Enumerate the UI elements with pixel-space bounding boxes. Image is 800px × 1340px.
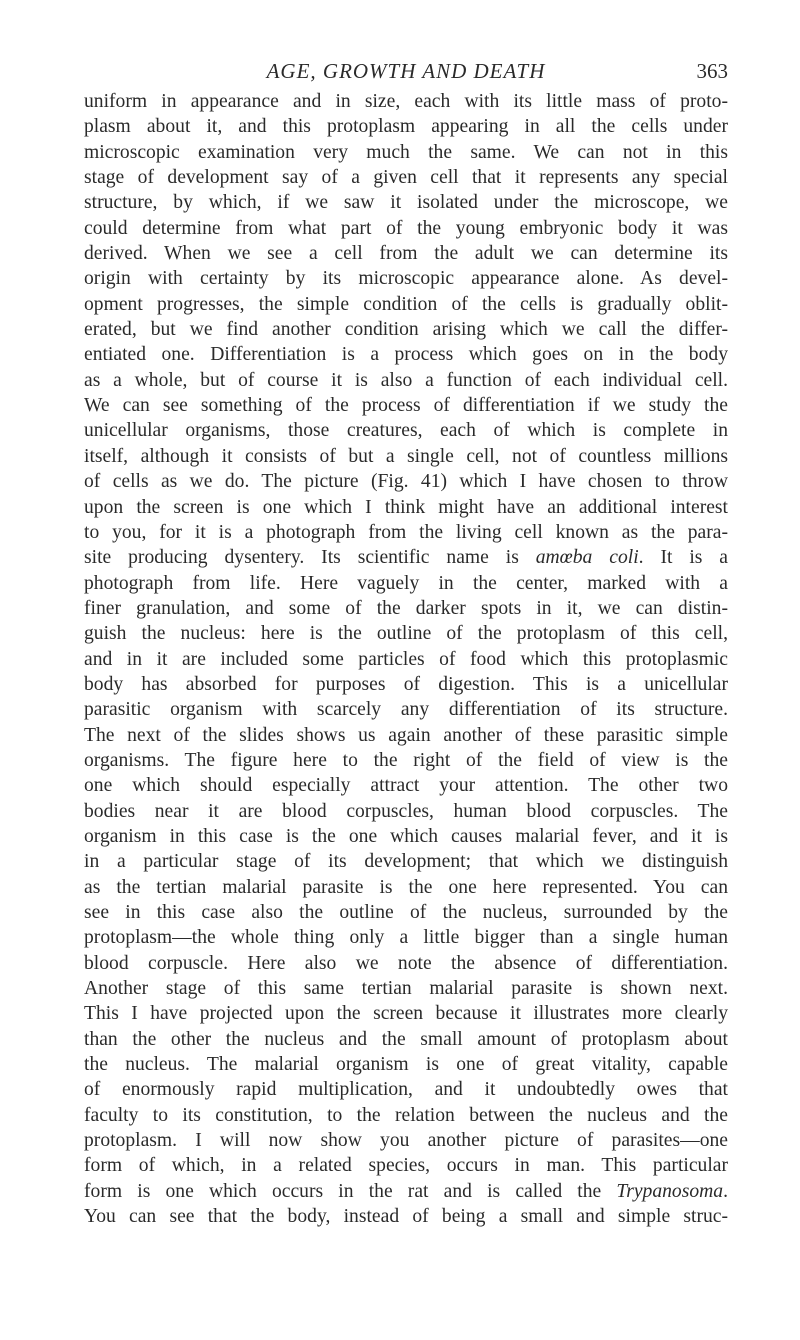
text-line: parasitic organism with scarcely any differentiation of its structure. [84,699,728,721]
text-line: photograph from life. Here vaguely in the center, marked with a [84,572,728,594]
text-line: body has absorbed for purposes of digestion. This is a unicellular [84,673,728,695]
text-line: faculty to its constitution, to the relation between the nucleus and the [84,1104,728,1126]
text-line: blood corpuscle. Here also we note the absence of differentiation. [84,952,728,974]
text-line: of enormously rapid multiplication, and it undoubtedly owes that [84,1079,728,1101]
text-line: the nucleus. The malarial organism is one of great vitality, capable [84,1054,728,1076]
text-line: site producing dysentery. Its scientific name is amœba coli. It is a [84,547,728,569]
text-line: The next of the slides shows us again another of these parasitic simple [84,724,728,746]
text-line: see in this case also the outline of the nucleus, surrounded by the [84,902,728,923]
text-line: guish the nucleus: here is the outline of the protoplasm of this cell, [84,623,728,645]
text-line: derived. When we see a cell from the adult we can determine its [84,243,728,265]
body-paragraph [84,89,728,1229]
text-line: protoplasm—the whole thing only a little bigger than a single human [84,927,728,949]
text-line: microscopic examination very much the same. We can not in this [84,141,728,163]
text-line: itself, although it consists of but a single cell, not of countless millions [84,445,728,467]
text-line: unicellular organisms, those creatures, each of which is complete in [84,420,728,442]
text-line: to you, for it is a photograph from the living cell known as the para- [84,521,728,543]
text-line: as a whole, but of course it is also a function of each individual cell. [84,369,728,391]
text-line: organism in this case is the one which causes malarial fever, and it is [84,825,728,847]
text-line: in a particular stage of its development; that which we distinguish [84,851,728,873]
text-line: bodies near it are blood corpuscles, human blood corpuscles. The [84,800,728,822]
text-line: erated, but we find another condition arising which we call the differ- [84,319,728,341]
text-line: uniform in appearance and in size, each with its little mass of proto- [84,91,728,112]
text-line: This I have projected upon the screen because it illustrates more clearly [84,1003,728,1025]
text-line: protoplasm. I will now show you another picture of parasites—one [84,1130,728,1152]
page-number: 363 [696,59,728,83]
text-line: entiated one. Differentiation is a process which goes on in the body [84,344,728,366]
text-line: form is one which occurs in the rat and is called the Trypanosoma. [84,1180,728,1202]
text-line: origin with certainty by its microscopic appearance alone. As devel- [84,268,728,290]
text-line: structure, by which, if we saw it isolated under the microscope, we [84,192,728,214]
text-line: upon the screen is one which I think might have an additional interest [84,496,728,518]
text-line: stage of development say of a given cell that it represents any special [84,167,728,189]
text-line: form of which, in a related species, occurs in man. This particular [84,1155,728,1177]
text-line: could determine from what part of the young embryonic body it was [84,217,728,239]
text-line: We can see something of the process of differentiation if we study the [84,395,728,417]
scientific-name: amœba coli [535,547,639,569]
scientific-name: Trypanosoma [616,1180,724,1202]
text-line: one which should especially attract your attention. The other two [84,775,728,797]
text-line: of cells as we do. The picture (Fig. 41) which I have chosen to throw [84,471,728,493]
book-page [84,0,728,1340]
text-line: than the other the nucleus and the small amount of protoplasm about [84,1028,728,1050]
text-line: as the tertian malarial parasite is the one here represented. You can [84,876,728,898]
text-line: Another stage of this same tertian malarial parasite is shown next. [84,978,728,1000]
text-line: You can see that the body, instead of being a small and simple struc- [84,1206,728,1228]
running-title: AGE, GROWTH AND DEATH [266,59,546,83]
text-line: and in it are included some particles of food which this protoplasmic [84,648,728,670]
text-line: plasm about it, and this protoplasm appearing in all the cells under [84,116,728,138]
text-line: opment progresses, the simple condition of the cells is gradually oblit- [84,293,728,315]
text-line: finer granulation, and some of the darker spots in it, we can distin- [84,597,728,619]
text-line: organisms. The figure here to the right of the field of view is the [84,749,728,771]
running-head [84,0,728,86]
